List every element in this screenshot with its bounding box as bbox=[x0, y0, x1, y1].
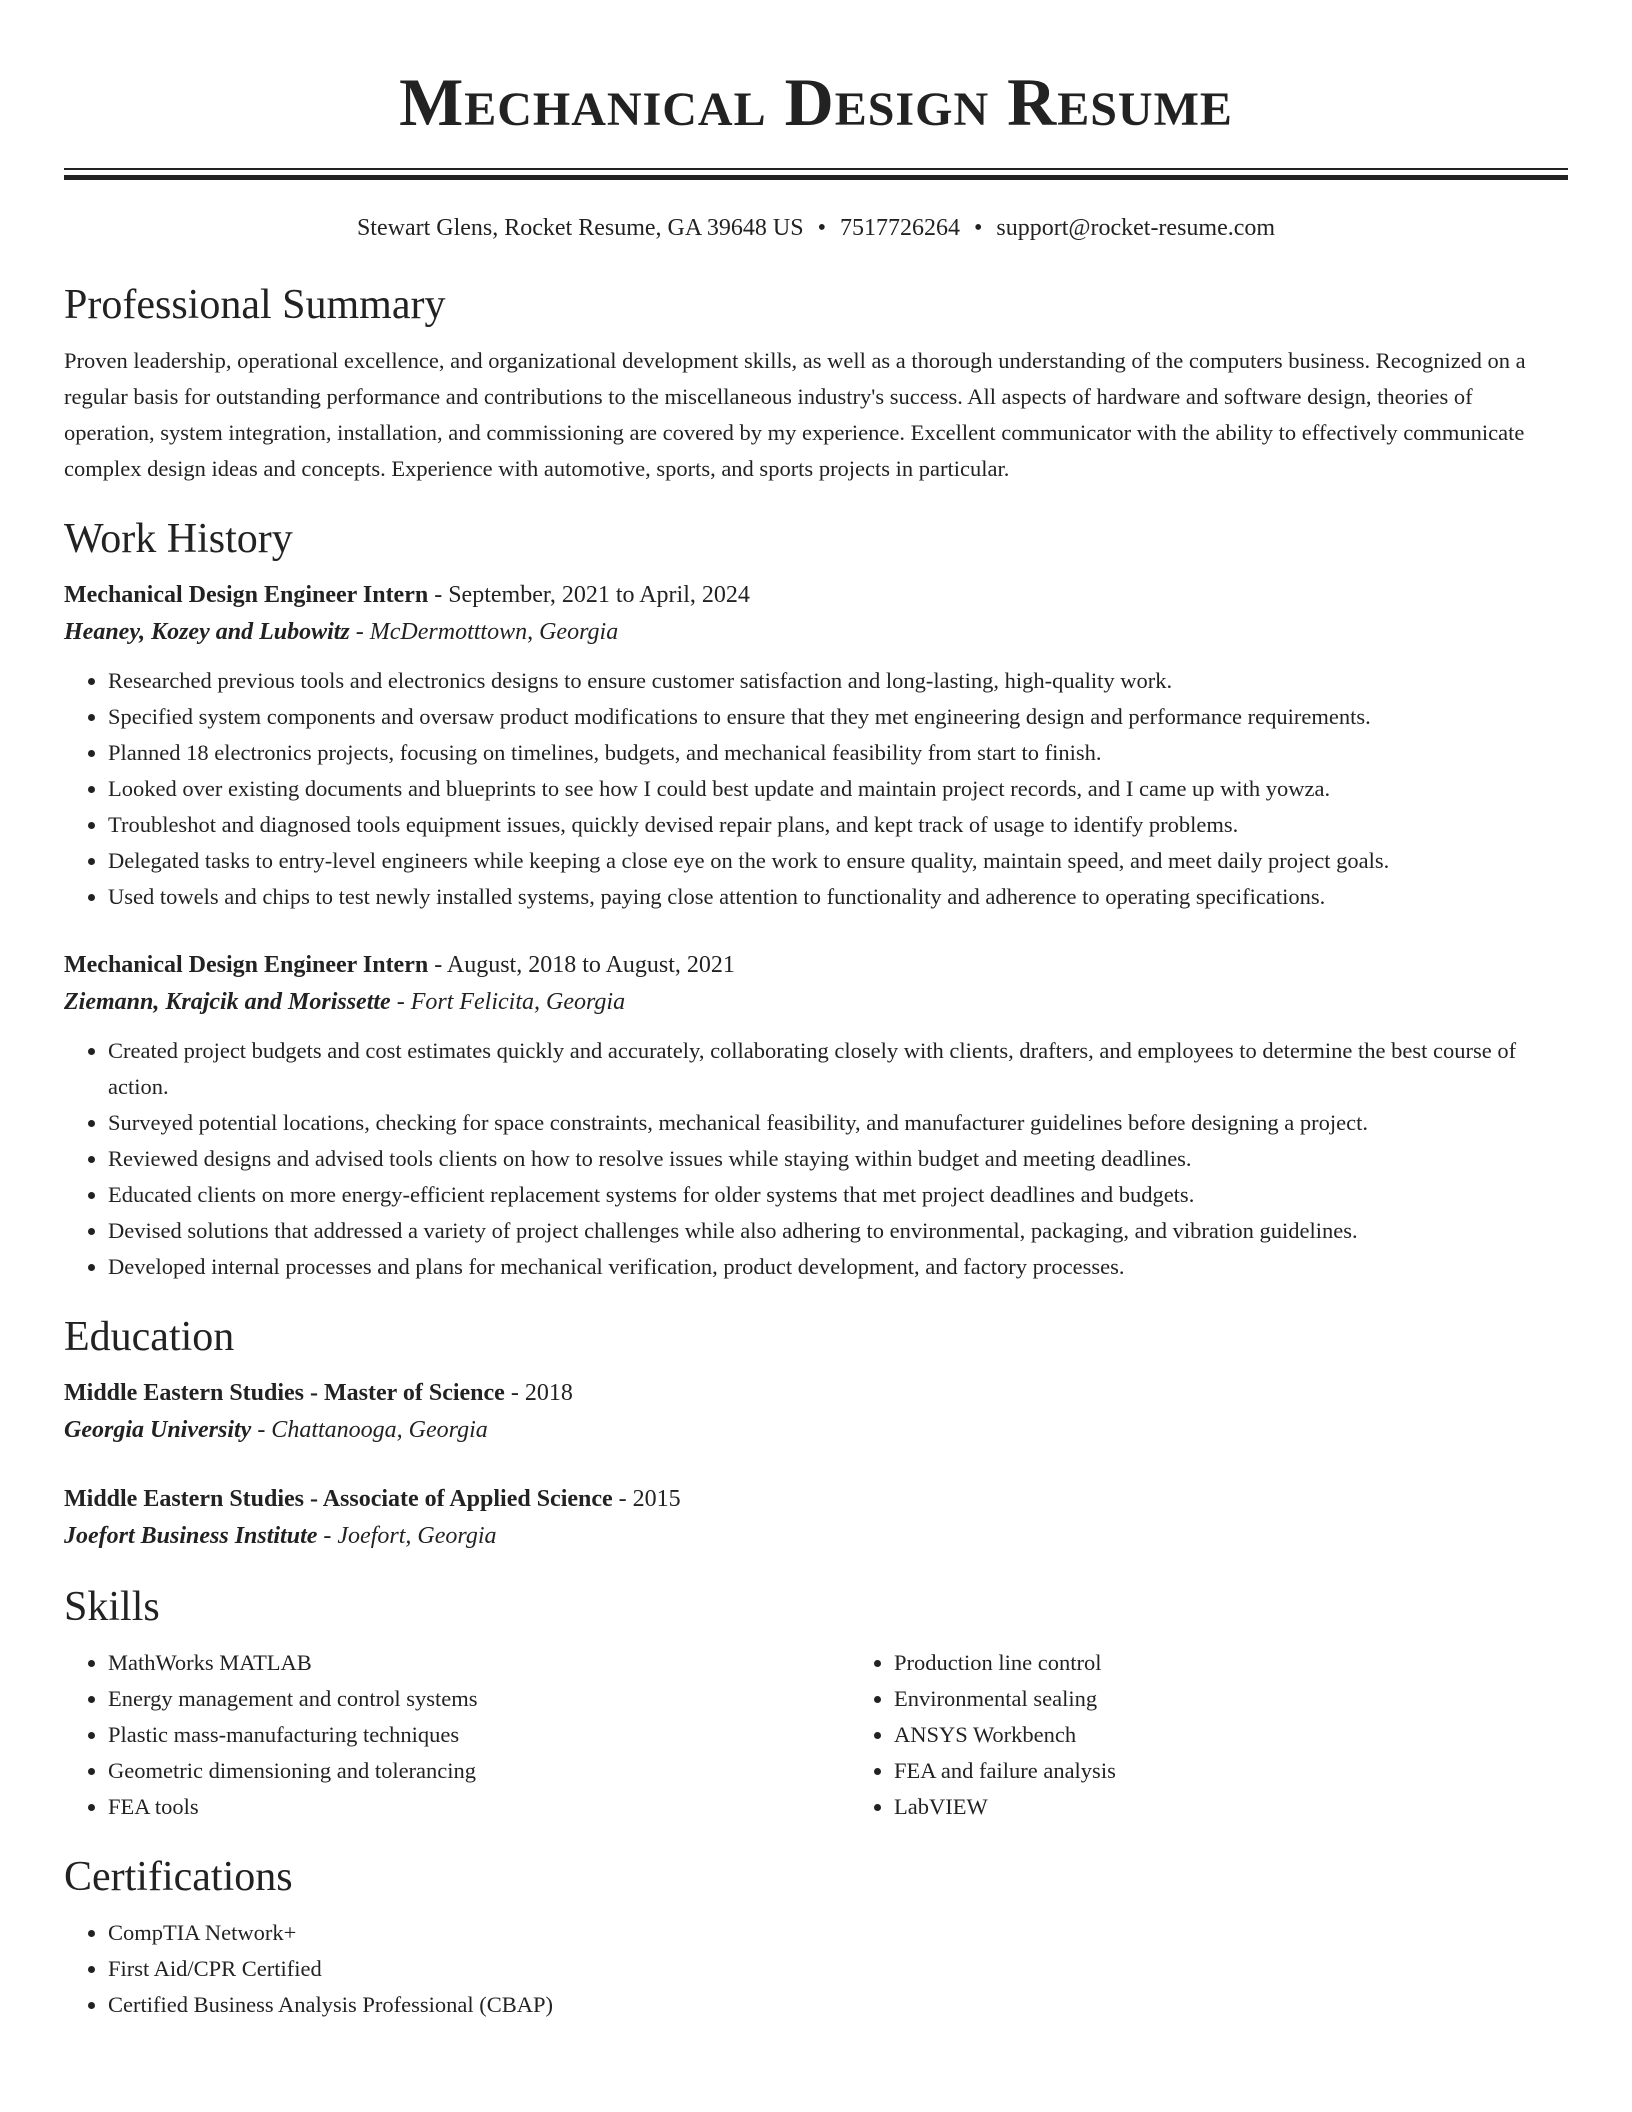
education-entry bbox=[64, 1375, 1568, 1449]
job-bullet: • Reviewed designs and advised tools clients on how to resolve issues while staying within budget and meeting deadlines. bbox=[108, 1141, 1568, 1177]
education-school-line bbox=[64, 1517, 1568, 1555]
skill-item: • MathWorks MATLAB bbox=[108, 1645, 850, 1681]
education-section bbox=[64, 1311, 1568, 1555]
skills-heading: Skills bbox=[64, 1584, 160, 1630]
certification-item: • CompTIA Network+ bbox=[108, 1915, 1568, 1951]
summary-heading: Professional Summary bbox=[64, 282, 446, 328]
education-year: - 2015 bbox=[612, 1486, 681, 1512]
job-company: Ziemann, Krajcik and Morissette bbox=[64, 989, 391, 1015]
job-employer bbox=[64, 613, 1568, 651]
education-degree: Middle Eastern Studies - Master of Science bbox=[64, 1380, 505, 1406]
contact-line bbox=[64, 213, 1568, 243]
job-bullet: • Educated clients on more energy-efficient replacement systems for older systems that met project deadlines and budgets. bbox=[108, 1177, 1568, 1213]
education-header bbox=[64, 1481, 1568, 1517]
skill-item: • Geometric dimensioning and tolerancing bbox=[108, 1753, 850, 1789]
skill-item: • LabVIEW bbox=[894, 1789, 1116, 1825]
education-degree: Middle Eastern Studies - Associate of Applied Science bbox=[64, 1486, 613, 1512]
skills-list-left bbox=[64, 1645, 850, 1825]
education-location: - Chattanooga, Georgia bbox=[251, 1417, 488, 1443]
job-bullet: • Troubleshot and diagnosed tools equipment issues, quickly devised repair plans, and kept track of usage to identify problems. bbox=[108, 807, 1568, 843]
job-bullet: • Planned 18 electronics projects, focusing on timelines, budgets, and mechanical feasibility from start to finish. bbox=[108, 735, 1568, 771]
contact-separator: • bbox=[973, 215, 983, 241]
education-entry bbox=[64, 1481, 1568, 1555]
job-bullet: • Researched previous tools and electronics designs to ensure customer satisfaction and long-lasting, high-quality work. bbox=[108, 663, 1568, 699]
job-bullets bbox=[64, 663, 1568, 915]
certifications-section bbox=[64, 1851, 1568, 2023]
skill-item: • Energy management and control systems bbox=[108, 1681, 850, 1717]
education-school: Georgia University bbox=[64, 1417, 252, 1443]
title-divider-thin bbox=[64, 168, 1568, 170]
job-header bbox=[64, 577, 1568, 613]
job-location: - McDermotttown, Georgia bbox=[349, 619, 619, 645]
job-bullet: • Delegated tasks to entry-level engineers while keeping a close eye on the work to ensure quality, maintain speed, and meet daily project goals. bbox=[108, 843, 1568, 879]
contact-email: support@rocket-resume.com bbox=[996, 215, 1276, 241]
skill-item: • Environmental sealing bbox=[894, 1681, 1116, 1717]
skills-list-right bbox=[850, 1645, 1116, 1825]
title-divider-thick bbox=[64, 175, 1568, 180]
job-bullet: • Created project budgets and cost estimates quickly and accurately, collaborating closely with clients, drafters, and employees to determine the best course of action. bbox=[108, 1033, 1568, 1105]
certification-item: • First Aid/CPR Certified bbox=[108, 1951, 1568, 1987]
work-history-section bbox=[64, 513, 1568, 1285]
skill-item: • Plastic mass-manufacturing techniques bbox=[108, 1717, 850, 1753]
work-history-heading: Work History bbox=[64, 516, 293, 562]
job-header bbox=[64, 947, 1568, 983]
education-location: - Joefort, Georgia bbox=[317, 1523, 497, 1549]
job-bullet: • Developed internal processes and plans for mechanical verification, product development, and factory processes. bbox=[108, 1249, 1568, 1285]
education-school: Joefort Business Institute bbox=[64, 1523, 318, 1549]
skill-item: • ANSYS Workbench bbox=[894, 1717, 1116, 1753]
job-entry bbox=[64, 577, 1568, 915]
contact-address: Stewart Glens, Rocket Resume, GA 39648 US bbox=[356, 215, 804, 241]
skills-columns bbox=[64, 1645, 1568, 1825]
job-entry bbox=[64, 947, 1568, 1285]
skill-item: • FEA and failure analysis bbox=[894, 1753, 1116, 1789]
resume-title: Mechanical Design Resume bbox=[399, 64, 1233, 140]
job-bullets bbox=[64, 1033, 1568, 1285]
job-employer bbox=[64, 983, 1568, 1021]
job-title: Mechanical Design Engineer Intern bbox=[64, 582, 429, 608]
skill-item: • FEA tools bbox=[108, 1789, 850, 1825]
skill-item: • Production line control bbox=[894, 1645, 1116, 1681]
education-school-line bbox=[64, 1411, 1568, 1449]
job-dates: - August, 2018 to August, 2021 bbox=[428, 952, 735, 978]
job-bullet: • Surveyed potential locations, checking for space constraints, mechanical feasibility, and manufacturer guidelines before designing a project. bbox=[108, 1105, 1568, 1141]
skills-section bbox=[64, 1581, 1568, 1825]
job-company: Heaney, Kozey and Lubowitz bbox=[64, 619, 350, 645]
education-year: - 2018 bbox=[504, 1380, 573, 1406]
job-bullet: • Specified system components and oversaw product modifications to ensure that they met engineering design and performance requirements. bbox=[108, 699, 1568, 735]
job-location: - Fort Felicita, Georgia bbox=[390, 989, 626, 1015]
contact-separator: • bbox=[817, 215, 826, 241]
job-dates: - September, 2021 to April, 2024 bbox=[428, 582, 750, 608]
certification-item: • Certified Business Analysis Professional (CBAP) bbox=[108, 1987, 1568, 2023]
education-header bbox=[64, 1375, 1568, 1411]
job-bullet: • Used towels and chips to test newly installed systems, paying close attention to functionality and adherence to operating specifications. bbox=[108, 879, 1568, 915]
certifications-list bbox=[64, 1915, 1568, 2023]
job-bullet: • Looked over existing documents and blueprints to see how I could best update and maintain project records, and I came up with yowza. bbox=[108, 771, 1568, 807]
education-heading: Education bbox=[64, 1314, 235, 1360]
job-bullet: • Devised solutions that addressed a variety of project challenges while also adhering to environmental, packaging, and vibration guidelines. bbox=[108, 1213, 1568, 1249]
summary-section bbox=[64, 279, 1568, 487]
certifications-heading: Certifications bbox=[64, 1854, 293, 1900]
contact-phone: 7517726264 bbox=[839, 215, 960, 241]
job-title: Mechanical Design Engineer Intern bbox=[64, 952, 429, 978]
summary-text: Proven leadership, operational excellence, and organizational development skills, as well as a thorough understanding of the computers business. Recognized on a regular basis for outstanding performance and contributions to the miscellaneous industry's success. All aspects of hardware and software design, theories of operation, system integration, installation, and commissioning are covered by my experience. Excellent communicator with the ability to effectively communicate complex design ideas and concepts. Experience with automotive, sports, and sports projects in particular. bbox=[64, 348, 1526, 481]
